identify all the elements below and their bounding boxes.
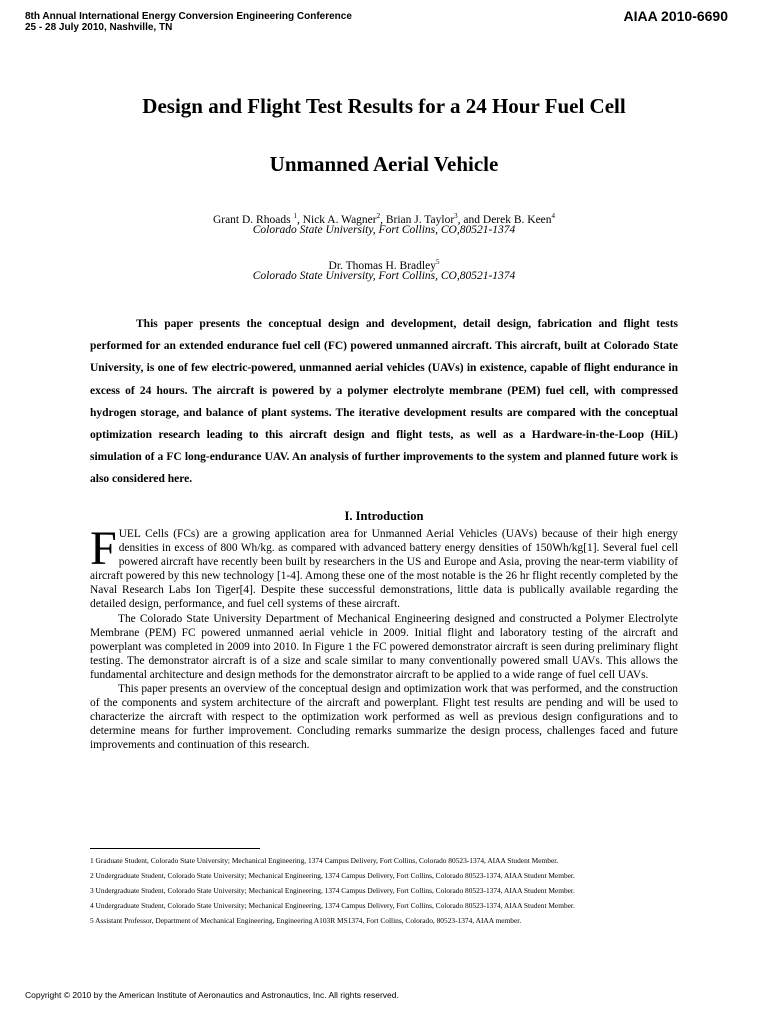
footnote-divider xyxy=(90,848,260,849)
paper-title-line2: Unmanned Aerial Vehicle xyxy=(269,152,499,176)
paper-title-line1: Design and Flight Test Results for a 24 Hour Fuel Cell xyxy=(142,94,626,118)
conference-name: 8th Annual International Energy Conversion Engineering Conference xyxy=(25,11,352,22)
author-footnote-mark: 2 xyxy=(376,212,381,220)
paragraph: The Colorado State University Department of Mechanical Engineering designed and constructed a Polymer Electrolyte Membrane (PEM) FC powered unmanned aerial vehicle in 2009. Initial flight and laboratory testing of the aircraft and powerplant was completed in 2009 into 2010. In Figure 1 the FC powered demonstrator aircraft is seen during preliminary flight testing. The demonstrator aircraft is of a size and scale similar to many conventionally powered small UAVs. This allows the fundamental architecture and design methods for the demonstrator aircraft to be applied to a wide range of fuel cell UAVs. xyxy=(90,612,678,681)
footnote: 4 Undergraduate Student, Colorado State University; Mechanical Engineering, 1374 Campus Delivery, Fort Collins, Colorado 80523-1374, AIAA Student Member. xyxy=(90,901,575,910)
paragraph: This paper presents an overview of the conceptual design and optimization work that was performed, and the construction of the components and system architecture of the aircraft and powerplant. Flight test results are pending and will be used to characterize the aircraft with respect to the optimization work performed as well as previous design configurations and to determine means for further improvement. Concluding remarks summarize the design process, challenges faced and future improvements and continuation of this research. xyxy=(90,683,678,752)
footnote: 2 Undergraduate Student, Colorado State University; Mechanical Engineering, 1374 Campus Delivery, Fort Collins, Colorado 80523-1374, AIAA Student Member. xyxy=(90,871,575,880)
abstract-text: This paper presents the conceptual design and development, detail design, fabrication and flight tests performed for an extended endurance fuel cell (FC) powered unmanned aircraft. This aircraft, built at Colorado State University, is one of few electric-powered, unmanned aerial vehicles (UAVs) in existence, capable of flight endurance in excess of 24 hours. The aircraft is powered by a polymer electrolyte membrane (PEM) fuel cell, with compressed hydrogen storage, and balance of plant systems. The iterative development results are compared with the conceptual optimization research leading to this aircraft design and flight tests, as well as a Hardware-in-the-Loop (HiL) simulation of a FC long-endurance UAV. An analysis of further improvements to the system and planned future work is also considered here. xyxy=(90,318,678,486)
author-name: , and Derek B. Keen xyxy=(457,213,552,226)
paper-id: AIAA 2010-6690 xyxy=(623,8,728,24)
author-name: Grant D. Rhoads xyxy=(212,213,294,226)
paragraph xyxy=(90,522,678,612)
author-footnote-mark: 1 xyxy=(293,212,297,220)
paragraph-text: UEL Cells (FCs) are a growing application area for Unmanned Aerial Vehicles (UAVs) because of their high energy densities in excess of 800 Wh/kg. as compared with advanced battery energy densities of 150Wh/kg[1]. Several fuel cell powered aircraft have recently been built by researchers in the US and Europe and Asia, proving the near-term viability of aircraft powered by this new technology [1-4]. Among these one of the most notable is the 26 hr flight recently completed by the Naval Research Labs Ion Tiger[4]. Despite these successful demonstrations, little data is publically available regarding the detailed design, performance, and fuel cell systems of these aircraft. xyxy=(90,528,678,611)
author-name: , Brian J. Taylor xyxy=(380,213,455,226)
author-name: , Nick A. Wagner xyxy=(296,213,377,226)
abstract xyxy=(90,313,678,491)
footnote: 1 Graduate Student, Colorado State University; Mechanical Engineering, 1374 Campus Delivery, Fort Collins, Colorado 80523-1374, AIAA Student Member. xyxy=(90,856,559,865)
author-affiliation: Colorado State University, Fort Collins, CO,80521-1374 xyxy=(252,270,516,282)
section-heading: I. Introduction xyxy=(344,509,424,523)
conference-date-location: 25 - 28 July 2010, Nashville, TN xyxy=(25,22,173,33)
conference-info xyxy=(25,11,352,33)
author-footnote-mark: 3 xyxy=(454,212,458,220)
footnote: 5 Assistant Professor, Department of Mechanical Engineering, Engineering A103R MS1374, Fort Collins, Colorado, 80523-1374, AIAA member. xyxy=(90,916,522,925)
drop-cap: F xyxy=(90,522,117,575)
introduction-body xyxy=(90,522,678,753)
copyright-notice: Copyright © 2010 by the American Institute of Aeronautics and Astronautics, Inc. All rights reserved. xyxy=(25,990,399,1000)
footnotes xyxy=(90,853,690,928)
author-name: Dr. Thomas H. Bradley xyxy=(328,259,436,272)
author-footnote-mark: 4 xyxy=(551,212,556,220)
author-footnote-mark: 5 xyxy=(435,258,440,266)
author-affiliation: Colorado State University, Fort Collins, CO,80521-1374 xyxy=(252,224,516,236)
footnote: 3 Undergraduate Student, Colorado State University; Mechanical Engineering, 1374 Campus Delivery, Fort Collins, Colorado 80523-1374, AIAA Student Member. xyxy=(90,886,575,895)
